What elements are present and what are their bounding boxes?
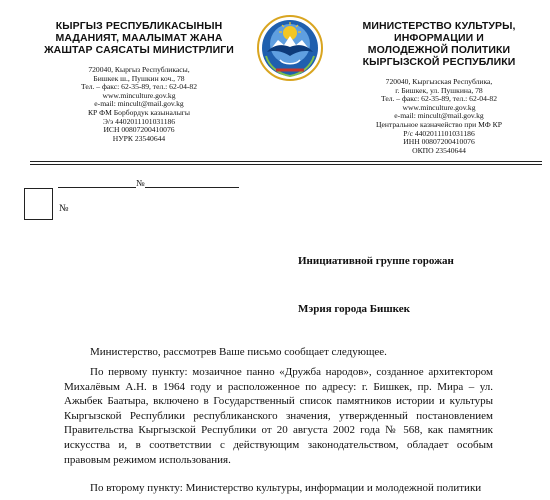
date-blank (58, 179, 136, 188)
registration-line (58, 178, 239, 188)
header-left-kyrgyz (30, 20, 248, 143)
contact-line: г. Бишкек, ул. Пушкина, 78 (395, 85, 483, 95)
number-blank (145, 179, 239, 188)
contact-line: НУРК 23540644 (112, 133, 166, 143)
org-title-line: МАДАНИЯТ, МААЛЫМАТ ЖАНА (55, 32, 223, 44)
contact-line: Тел. – факс: 62-35-89, тел.: 62-04-82 (80, 82, 198, 92)
paragraph-text: Министерство, рассмотрев Ваше письмо сообщает следующее. (90, 346, 387, 358)
email-link: e-mail: mincult@mail.gov.kg (394, 111, 484, 121)
contact-line: Тел. – факс: 62-35-89, тел.: 62-04-82 (380, 94, 498, 104)
org-title-line: ИНФОРМАЦИИ И (394, 32, 484, 44)
org-title-line: МИНИСТЕРСТВО КУЛЬТУРЫ, (362, 20, 516, 32)
header-divider-thick (30, 161, 542, 162)
contact-line: Центральное казначейство при МФ КР (376, 119, 502, 129)
contact-line: ИНН 00807200410076 (403, 137, 475, 147)
contact-line: 720040, Кыргызская Республика, (385, 77, 493, 86)
org-title-line: ЖАШТАР САЯСАТЫ МИНИСТРЛИГИ (44, 44, 234, 56)
contact-line: Э/э 4402011101031186 (102, 116, 176, 126)
org-title-line: КЫРГЫЗ РЕСПУБЛИКАСЫНЫН (55, 20, 223, 32)
contacts-russian (334, 78, 544, 155)
contact-line: Бишкек ш., Пушкин коч., 78 (93, 73, 185, 83)
number-sign: № (136, 178, 145, 188)
contacts-kyrgyz (30, 66, 248, 143)
body-paragraph-3 (64, 481, 493, 496)
reference-number-label: № (59, 203, 69, 214)
addressee-mayor-office: Мэрия города Бишкек (298, 303, 410, 315)
body-paragraph-1 (64, 345, 493, 360)
header-divider-thin (30, 164, 542, 165)
paragraph-text: По первому пункту: мозаичное панно «Дружба народов», созданное архитектором Михалёвым А.Н. в 1964 году и расположенное по адресу: г. Бишкек, пр. Мира – ул. Ажыбек Баатыра, включено в Государственный список памятников истории и культуры Кыргызской Республики республиканского значения, утвержденный постановлением Правительства Кыргызской Республики от 20 августа 2002 года № 568, как памятник искусства и, в соответствии с действующим законодательством, обладает особым правовым режимом использования. (64, 366, 493, 466)
kyrgyz-state-emblem-icon (256, 14, 324, 82)
body-paragraph-2 (64, 365, 493, 467)
website-link: www.minculture.gov.kg (402, 102, 476, 112)
contact-line: ОКПО 23540644 (412, 145, 466, 155)
contact-line: 720040, Кыргыз Республикасы, (88, 65, 190, 74)
stamp-box (24, 188, 53, 220)
contact-line: Р/с 4402011101031186 (403, 128, 475, 138)
org-title-line: КЫРГЫЗСКОЙ РЕСПУБЛИКИ (362, 56, 516, 68)
paragraph-text: По второму пункту: Министерство культуры, информации и молодежной политики (90, 482, 482, 494)
email-link: e-mail: mincult@mail.gov.kg (94, 99, 184, 109)
contact-line: ИСН 00807200410076 (103, 125, 175, 135)
org-title-russian (334, 20, 544, 68)
org-title-line: МОЛОДЕЖНОЙ ПОЛИТИКИ (367, 44, 511, 56)
org-title-kyrgyz (30, 20, 248, 56)
contact-line: КР ФМ Борбордук казыналыгы (87, 107, 191, 117)
website-link: www.minculture.gov.kg (102, 90, 176, 100)
header-right-russian (334, 20, 544, 155)
addressee-initiative-group: Инициативной группе горожан (298, 255, 454, 267)
